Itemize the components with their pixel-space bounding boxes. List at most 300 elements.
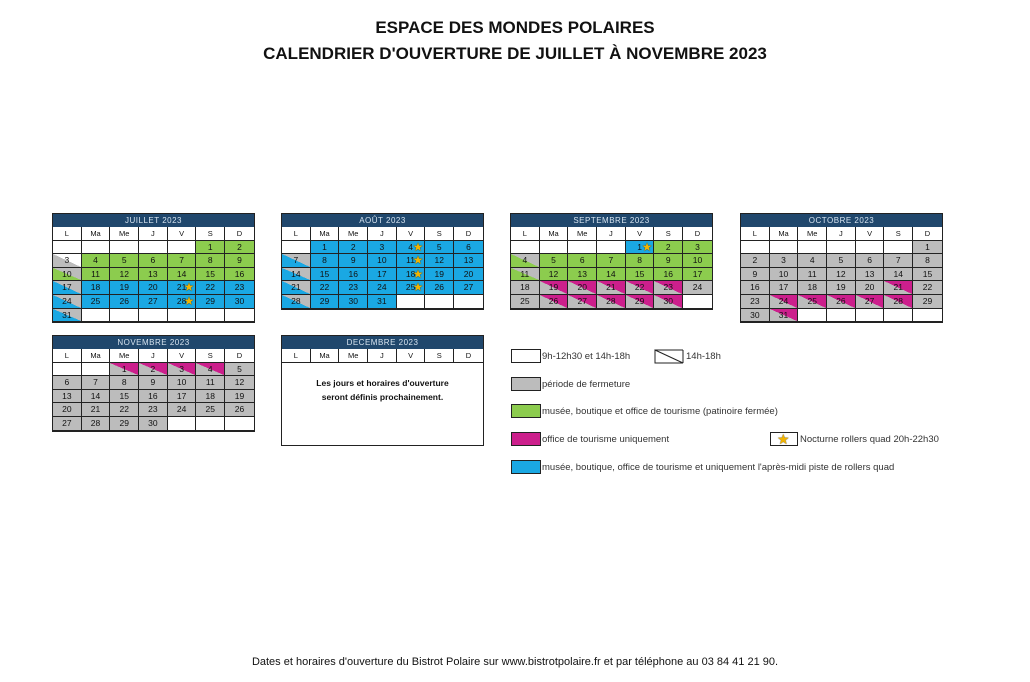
day-number: 8	[322, 255, 327, 266]
weekday-label: J	[597, 227, 626, 241]
weekday-label: L	[53, 227, 82, 241]
day-cell	[913, 268, 942, 282]
day-number: 5	[838, 255, 844, 266]
day-number: 10	[176, 377, 187, 388]
month-title: NOVEMBRE 2023	[53, 336, 254, 349]
day-cell	[397, 241, 426, 255]
day-number: 14	[893, 268, 904, 279]
day-number: 7	[293, 255, 299, 266]
day-number: 4	[93, 255, 98, 266]
day-cell	[139, 376, 168, 390]
weekday-label: J	[139, 349, 168, 363]
day-number: 15	[205, 268, 216, 279]
weekday-label: Me	[339, 349, 368, 363]
day-cell	[196, 241, 225, 255]
day-number: 2	[150, 363, 156, 374]
day-cell	[827, 254, 856, 268]
star-icon: ★	[412, 254, 424, 268]
day-cell	[798, 254, 827, 268]
day-cell	[511, 254, 540, 268]
day-number: 14	[90, 390, 101, 401]
day-number: 21	[176, 282, 187, 293]
day-cell	[82, 295, 111, 309]
star-icon: ★	[412, 281, 424, 295]
day-cell	[110, 295, 139, 309]
day-cell	[196, 403, 225, 417]
day-cell	[139, 417, 168, 431]
star-icon: ★	[777, 431, 790, 447]
day-number: 13	[463, 255, 474, 266]
weekday-row	[53, 227, 254, 241]
day-cell	[741, 309, 770, 323]
day-cell	[139, 295, 168, 309]
day-grid	[53, 241, 254, 323]
day-cell	[741, 268, 770, 282]
weekday-label: V	[856, 227, 885, 241]
day-number: 8	[925, 255, 930, 266]
weekday-label: Ma	[82, 349, 111, 363]
day-number: 3	[64, 255, 70, 266]
day-grid	[741, 241, 942, 323]
weekday-label: L	[511, 227, 540, 241]
day-cell	[168, 281, 197, 295]
weekday-label: S	[425, 349, 454, 363]
day-number: 22	[319, 282, 330, 293]
empty-cell	[139, 309, 168, 323]
day-number: 17	[692, 268, 703, 279]
empty-cell	[53, 241, 82, 255]
day-number: 26	[234, 404, 245, 415]
day-number: 19	[548, 282, 559, 293]
day-cell	[683, 281, 712, 295]
legend-green: musée, boutique et office de tourisme (patinoire fermée)	[542, 406, 778, 417]
day-number: 16	[663, 268, 674, 279]
day-cell	[339, 241, 368, 255]
day-cell	[168, 295, 197, 309]
day-cell	[53, 268, 82, 282]
day-cell	[683, 268, 712, 282]
day-number: 13	[148, 268, 158, 279]
day-cell	[53, 254, 82, 268]
day-cell	[654, 241, 683, 255]
empty-cell	[110, 241, 139, 255]
day-cell	[425, 241, 454, 255]
day-cell	[368, 295, 397, 309]
day-cell	[82, 376, 111, 390]
empty-cell	[856, 309, 885, 323]
empty-cell	[827, 309, 856, 323]
empty-cell	[568, 241, 597, 255]
day-cell	[884, 295, 913, 309]
day-number: 15	[634, 268, 645, 279]
day-number: 27	[62, 417, 72, 428]
empty-cell	[110, 309, 139, 323]
day-cell	[110, 376, 139, 390]
day-cell	[626, 254, 655, 268]
december-message-line1: Les jours et horaires d'ouverture	[316, 378, 449, 388]
day-cell	[225, 376, 254, 390]
day-number: 19	[234, 390, 245, 401]
day-number: 14	[176, 268, 187, 279]
day-cell	[568, 268, 597, 282]
day-number: 13	[62, 390, 72, 401]
day-number: 24	[692, 282, 703, 293]
empty-cell	[168, 417, 197, 431]
day-number: 28	[90, 417, 101, 428]
day-cell	[339, 268, 368, 282]
empty-cell	[454, 295, 483, 309]
day-cell	[196, 281, 225, 295]
day-cell	[626, 281, 655, 295]
weekday-label: L	[282, 349, 311, 363]
day-grid	[511, 241, 712, 309]
day-cell	[540, 268, 569, 282]
day-number: 26	[434, 282, 445, 293]
day-number: 10	[692, 255, 703, 266]
day-cell	[196, 363, 225, 377]
day-cell	[53, 281, 82, 295]
day-cell	[196, 268, 225, 282]
day-cell	[856, 295, 885, 309]
day-cell	[597, 281, 626, 295]
day-cell	[282, 281, 311, 295]
day-number: 31	[778, 309, 789, 320]
day-number: 9	[752, 268, 758, 279]
day-cell	[540, 281, 569, 295]
empty-cell	[168, 309, 197, 323]
day-cell	[770, 309, 799, 323]
day-number: 12	[836, 268, 846, 279]
weekday-row	[53, 349, 254, 363]
december-message-line2: seront définis prochainement.	[321, 392, 444, 402]
day-cell	[110, 281, 139, 295]
day-number: 18	[807, 282, 817, 293]
calendar-decembre	[281, 335, 484, 446]
day-number: 8	[637, 255, 642, 266]
weekday-label: J	[368, 227, 397, 241]
day-cell	[425, 268, 454, 282]
weekday-label: Me	[568, 227, 597, 241]
day-number: 26	[836, 295, 846, 306]
day-cell	[540, 254, 569, 268]
weekday-label: V	[397, 349, 426, 363]
day-number: 21	[606, 282, 616, 293]
day-cell	[311, 281, 340, 295]
day-cell	[683, 241, 712, 255]
day-cell	[168, 390, 197, 404]
day-number: 17	[377, 268, 387, 279]
empty-cell	[770, 241, 799, 255]
day-number: 29	[922, 295, 933, 306]
legend-nocturne: Nocturne rollers quad 20h-22h30	[800, 434, 939, 445]
day-number: 12	[548, 268, 559, 279]
weekday-label: S	[196, 227, 225, 241]
weekday-label: J	[139, 227, 168, 241]
day-cell	[856, 268, 885, 282]
day-number: 24	[778, 295, 789, 306]
day-number: 20	[577, 282, 587, 293]
empty-cell	[884, 241, 913, 255]
empty-cell	[798, 309, 827, 323]
legend-afternoon: 14h-18h	[686, 351, 721, 362]
day-cell	[884, 254, 913, 268]
day-cell	[110, 254, 139, 268]
weekday-row	[282, 349, 483, 363]
day-number: 11	[205, 377, 215, 388]
weekday-row	[741, 227, 942, 241]
day-cell	[368, 268, 397, 282]
day-number: 10	[62, 268, 72, 279]
weekday-label: Me	[798, 227, 827, 241]
empty-cell	[425, 295, 454, 309]
day-cell	[339, 254, 368, 268]
day-number: 23	[663, 282, 674, 293]
weekday-label: J	[827, 227, 856, 241]
day-number: 18	[90, 282, 101, 293]
day-cell	[626, 241, 655, 255]
day-number: 10	[377, 255, 387, 266]
day-cell	[654, 254, 683, 268]
empty-cell	[683, 295, 712, 309]
day-number: 2	[350, 241, 356, 252]
empty-cell	[53, 363, 82, 377]
day-number: 26	[119, 295, 129, 306]
day-number: 27	[148, 295, 158, 306]
day-number: 5	[436, 241, 442, 252]
day-cell	[339, 281, 368, 295]
day-cell	[311, 254, 340, 268]
day-cell	[827, 281, 856, 295]
weekday-row	[511, 227, 712, 241]
day-number: 16	[750, 282, 760, 293]
day-number: 1	[322, 241, 327, 252]
day-cell	[282, 295, 311, 309]
day-cell	[798, 295, 827, 309]
empty-cell	[884, 309, 913, 323]
day-number: 18	[520, 282, 530, 293]
day-number: 19	[836, 282, 846, 293]
star-icon: ★	[412, 240, 424, 254]
page-title-line2: CALENDRIER D'OUVERTURE DE JUILLET À NOVEMBRE 2023	[263, 44, 767, 63]
day-number: 11	[807, 268, 817, 279]
day-number: 9	[665, 255, 671, 266]
day-number: 13	[577, 268, 587, 279]
day-number: 29	[319, 295, 330, 306]
day-cell	[139, 281, 168, 295]
empty-cell	[798, 241, 827, 255]
empty-cell	[397, 295, 426, 309]
day-number: 23	[234, 282, 245, 293]
day-cell	[568, 295, 597, 309]
weekday-label: S	[196, 349, 225, 363]
day-cell	[82, 268, 111, 282]
day-number: 8	[121, 377, 127, 388]
legend-swatch-nocturne	[770, 432, 798, 446]
day-number: 14	[291, 268, 301, 279]
day-number: 23	[348, 282, 358, 293]
day-cell	[770, 295, 799, 309]
day-number: 5	[551, 255, 556, 266]
day-number: 25	[405, 282, 416, 293]
day-number: 28	[291, 295, 301, 306]
day-cell	[168, 403, 197, 417]
day-cell	[397, 268, 426, 282]
day-cell	[225, 403, 254, 417]
legend-swatch-closed	[511, 377, 541, 391]
day-cell	[225, 363, 254, 377]
day-cell	[168, 268, 197, 282]
day-cell	[139, 254, 168, 268]
day-number: 18	[405, 268, 416, 279]
calendar-juillet	[52, 213, 255, 323]
day-cell	[856, 281, 885, 295]
empty-cell	[196, 417, 225, 431]
day-number: 2	[752, 255, 758, 266]
day-number: 3	[695, 241, 700, 252]
day-number: 12	[434, 255, 445, 266]
day-number: 30	[348, 295, 358, 306]
day-cell	[397, 254, 426, 268]
day-number: 4	[522, 255, 528, 266]
day-number: 19	[119, 282, 129, 293]
empty-cell	[827, 241, 856, 255]
page-title-line1: ESPACE DES MONDES POLAIRES	[375, 18, 655, 37]
day-cell	[770, 268, 799, 282]
day-number: 22	[119, 404, 129, 415]
day-cell	[82, 417, 111, 431]
empty-cell	[225, 309, 254, 323]
legend-blue: musée, boutique, office de tourisme et uniquement l'après-midi piste de rollers quad	[542, 462, 895, 473]
empty-cell	[82, 241, 111, 255]
december-message	[282, 376, 483, 404]
day-number: 18	[205, 390, 216, 401]
day-cell	[168, 254, 197, 268]
weekday-label: L	[282, 227, 311, 241]
weekday-label: J	[368, 349, 397, 363]
day-cell	[139, 390, 168, 404]
day-cell	[454, 281, 483, 295]
day-cell	[368, 241, 397, 255]
legend-swatch-open-full	[511, 349, 541, 363]
day-cell	[597, 254, 626, 268]
day-number: 15	[319, 268, 330, 279]
legend-swatch-blue	[511, 460, 541, 474]
day-cell	[683, 254, 712, 268]
day-cell	[82, 254, 111, 268]
day-cell	[798, 268, 827, 282]
day-number: 6	[867, 255, 872, 266]
day-cell	[282, 254, 311, 268]
day-cell	[225, 241, 254, 255]
day-cell	[139, 268, 168, 282]
day-number: 21	[291, 282, 301, 293]
day-cell	[884, 268, 913, 282]
day-cell	[626, 268, 655, 282]
day-number: 29	[119, 417, 129, 428]
day-number: 4	[408, 241, 413, 252]
day-number: 20	[864, 282, 875, 293]
day-cell	[196, 376, 225, 390]
day-number: 10	[778, 268, 789, 279]
day-number: 11	[520, 268, 530, 279]
month-title: OCTOBRE 2023	[741, 214, 942, 227]
day-cell	[913, 254, 942, 268]
month-title: SEPTEMBRE 2023	[511, 214, 712, 227]
weekday-label: Ma	[311, 227, 340, 241]
weekday-label: Me	[110, 227, 139, 241]
day-number: 30	[234, 295, 245, 306]
weekday-label: Me	[339, 227, 368, 241]
day-number: 12	[234, 377, 245, 388]
day-number: 20	[62, 404, 72, 415]
day-number: 13	[864, 268, 875, 279]
day-cell	[654, 281, 683, 295]
day-cell	[913, 241, 942, 255]
day-cell	[913, 281, 942, 295]
weekday-label: V	[397, 227, 426, 241]
day-number: 22	[634, 282, 645, 293]
day-cell	[511, 281, 540, 295]
day-number: 31	[377, 295, 387, 306]
calendar-septembre	[510, 213, 713, 310]
day-number: 11	[406, 255, 415, 266]
day-cell	[884, 281, 913, 295]
day-cell	[53, 295, 82, 309]
day-number: 15	[119, 390, 129, 401]
day-number: 9	[237, 255, 242, 266]
day-number: 26	[548, 295, 559, 306]
weekday-label: Ma	[311, 349, 340, 363]
day-number: 7	[608, 255, 614, 266]
calendar-novembre	[52, 335, 255, 432]
star-icon: ★	[641, 240, 653, 254]
day-cell	[454, 241, 483, 255]
day-cell	[53, 309, 82, 323]
day-number: 22	[922, 282, 933, 293]
day-cell	[798, 281, 827, 295]
day-number: 5	[237, 363, 242, 374]
day-number: 2	[237, 241, 242, 252]
day-cell	[82, 390, 111, 404]
day-cell	[511, 295, 540, 309]
day-number: 27	[463, 282, 474, 293]
empty-cell	[540, 241, 569, 255]
weekday-label: D	[913, 227, 942, 241]
weekday-label: Me	[110, 349, 139, 363]
day-cell	[53, 403, 82, 417]
day-number: 4	[809, 255, 815, 266]
day-cell	[139, 363, 168, 377]
empty-cell	[913, 309, 942, 323]
day-number: 25	[807, 295, 817, 306]
day-number: 29	[205, 295, 216, 306]
day-number: 20	[148, 282, 158, 293]
day-cell	[597, 295, 626, 309]
day-cell	[225, 295, 254, 309]
day-grid	[282, 241, 483, 309]
day-number: 5	[121, 255, 127, 266]
day-number: 25	[520, 295, 530, 306]
day-number: 3	[781, 255, 786, 266]
day-number: 20	[463, 268, 474, 279]
day-cell	[741, 295, 770, 309]
day-number: 17	[778, 282, 789, 293]
empty-cell	[168, 241, 197, 255]
day-number: 30	[148, 417, 158, 428]
day-cell	[339, 295, 368, 309]
day-cell	[311, 268, 340, 282]
day-number: 17	[62, 282, 72, 293]
